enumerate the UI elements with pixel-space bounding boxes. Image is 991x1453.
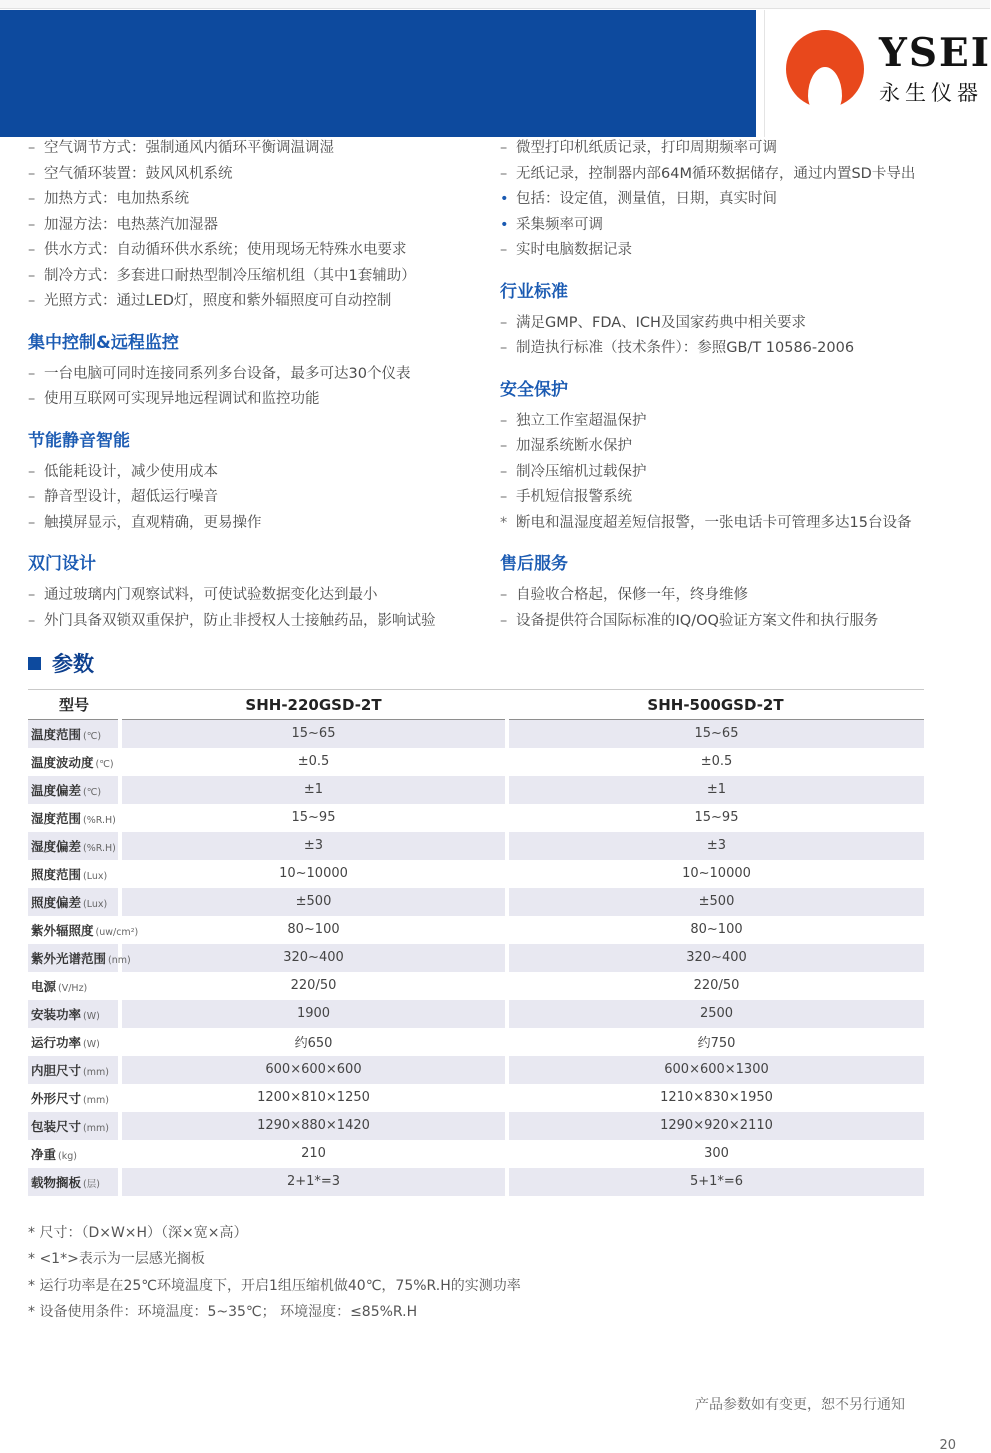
footnotes — [28, 1220, 962, 1326]
feature-item — [500, 162, 962, 188]
spec-label: 运行功率 — [31, 1035, 82, 1050]
table-row — [28, 888, 924, 916]
feature-item — [500, 609, 962, 635]
feature-item — [500, 409, 962, 435]
spec-value-model2: 10~10000 — [507, 860, 924, 888]
feature-item — [500, 213, 962, 239]
spec-unit: (mm) — [83, 1123, 109, 1134]
spec-value-model1: 320~400 — [120, 944, 507, 972]
feature-item-text: 使用互联网可实现异地远程调试和监控功能 — [44, 391, 320, 407]
spec-value-model2: ±0.5 — [507, 748, 924, 776]
bullet-marker: – — [28, 612, 36, 629]
feature-item — [28, 485, 480, 511]
spec-label: 照度范围 — [31, 867, 82, 882]
bullet-marker: – — [28, 489, 36, 505]
feature-item — [28, 187, 480, 213]
spec-label: 湿度偏差 — [31, 839, 82, 854]
bullet-marker: – — [500, 489, 508, 505]
table-row — [28, 1112, 924, 1140]
spec-unit: (mm) — [83, 1095, 109, 1106]
feature-item-text: 触摸屏显示，直观精确，更易操作 — [44, 514, 262, 531]
spec-value-model1: 600×600×600 — [120, 1056, 507, 1084]
spec-label-cell — [28, 944, 131, 972]
feature-item — [500, 136, 962, 162]
feature-item-list — [28, 583, 480, 634]
feature-item-text: 自验收合格起，保修一年，终身维修 — [516, 587, 748, 603]
brand-logo — [786, 30, 991, 108]
spec-unit: (℃) — [95, 759, 114, 770]
spec-value-model1: 210 — [120, 1140, 507, 1168]
spec-unit: (Lux) — [83, 871, 108, 882]
spec-label: 照度偏差 — [31, 895, 82, 910]
bullet-marker: – — [28, 391, 36, 407]
spec-label-cell — [28, 1000, 120, 1028]
spec-label-cell — [28, 1168, 120, 1196]
table-row — [28, 1028, 924, 1056]
spec-label-cell — [28, 972, 120, 1000]
spec-value-model2: ±500 — [507, 888, 924, 916]
table-row — [28, 1000, 924, 1028]
spec-value-model2: 约750 — [507, 1028, 924, 1056]
feature-item — [28, 213, 480, 239]
spec-unit: (层) — [83, 1179, 100, 1190]
brand-name: YSEI — [879, 30, 991, 76]
feature-item — [500, 311, 962, 337]
spec-table — [28, 689, 924, 1196]
spec-value-model1: 1900 — [120, 1000, 507, 1028]
bullet-marker: – — [28, 216, 36, 233]
feature-group-heading: 节能静音智能 — [28, 430, 130, 451]
params-title-text: 参数 — [52, 652, 94, 676]
spec-value-model1: ±1 — [120, 776, 507, 804]
feature-item-list — [500, 409, 962, 537]
spec-value-model2: 600×600×1300 — [507, 1056, 924, 1084]
spec-label: 载物搁板 — [31, 1175, 82, 1190]
feature-item-text: 包括：设定值，测量值，日期，真实时间 — [516, 191, 777, 207]
feature-item — [500, 460, 962, 486]
bullet-marker: – — [28, 514, 36, 531]
spec-unit: (%R.H) — [83, 843, 116, 854]
feature-item-list — [500, 583, 962, 634]
spec-unit: (℃) — [83, 787, 102, 798]
spec-value-model1: 15~95 — [120, 804, 507, 832]
feature-item — [500, 485, 962, 511]
bullet-marker: – — [28, 293, 36, 309]
footnote: * 设备使用条件：环境温度：5~35℃； 环境湿度：≤85%R.H — [28, 1304, 418, 1320]
table-row — [28, 804, 924, 832]
bullet-marker: • — [500, 191, 509, 207]
feature-group-heading: 售后服务 — [500, 554, 568, 574]
spec-label-cell — [28, 1112, 120, 1140]
feature-item — [28, 362, 480, 388]
spec-value-model2: 2500 — [507, 1000, 924, 1028]
feature-item — [28, 238, 480, 264]
feature-item-text: 独立工作室超温保护 — [516, 412, 647, 429]
table-row — [28, 944, 924, 972]
bullet-marker: – — [28, 463, 36, 480]
spec-label-cell — [28, 860, 120, 888]
spec-value-model1: 220/50 — [120, 972, 507, 1000]
spec-label-cell — [28, 720, 120, 748]
feature-item-text: 微型打印机纸质记录，打印周期频率可调 — [516, 140, 777, 156]
spec-label: 净重 — [31, 1147, 57, 1162]
feature-group — [500, 379, 962, 537]
spec-table-body — [28, 720, 924, 1196]
feature-item — [500, 238, 962, 264]
bullet-marker: – — [500, 438, 508, 454]
model-name-1: SHH-220GSD-2T — [120, 690, 507, 720]
table-row — [28, 916, 924, 944]
page-content — [0, 9, 990, 1326]
feature-item-text: 通过玻璃内门观察试料，可使试验数据变化达到最小 — [44, 587, 378, 603]
spec-table-head — [28, 690, 924, 720]
spec-value-model1: ±3 — [120, 832, 507, 860]
footnote: * <1*>表示为一层感光搁板 — [28, 1251, 205, 1267]
table-row — [28, 1168, 924, 1196]
spec-value-model1: 1290×880×1420 — [120, 1112, 507, 1140]
spec-value-model1: 2+1*=3 — [120, 1168, 507, 1196]
spec-value-model1: ±0.5 — [120, 748, 507, 776]
feature-item — [28, 289, 480, 315]
feature-item-text: 断电和温湿度超差短信报警，一张电话卡可管理多达15台设备 — [516, 514, 912, 531]
table-row — [28, 1056, 924, 1084]
spec-label-cell — [28, 832, 120, 860]
header-blue-bar — [0, 10, 756, 137]
feature-item — [28, 162, 480, 188]
table-row — [28, 832, 924, 860]
spec-label: 湿度范围 — [31, 811, 82, 826]
spec-value-model2: 5+1*=6 — [507, 1168, 924, 1196]
bullet-marker: – — [500, 463, 508, 480]
table-row — [28, 776, 924, 804]
spec-value-model2: 220/50 — [507, 972, 924, 1000]
feature-item — [28, 583, 480, 609]
feature-group — [28, 430, 480, 537]
feature-item-text: 光照方式：通过LED灯，照度和紫外辐照度可自动控制 — [44, 293, 392, 309]
feature-item-text: 供水方式：自动循环供水系统；使用现场无特殊水电要求 — [44, 242, 407, 258]
spec-unit: (V/Hz) — [58, 983, 88, 994]
header-divider-line — [764, 10, 765, 137]
spec-value-model1: 80~100 — [120, 916, 507, 944]
feature-item — [500, 336, 962, 362]
disclaimer-text: 产品参数如有变更，恕不另行通知 — [695, 1397, 905, 1413]
bullet-marker: – — [28, 242, 36, 258]
spec-label: 安装功率 — [31, 1007, 82, 1022]
brand-text — [879, 30, 991, 107]
features-column-left — [28, 89, 480, 634]
spec-value-model2: 80~100 — [507, 916, 924, 944]
feature-item-text: 满足GMP、FDA、ICH及国家药典中相关要求 — [516, 314, 806, 331]
feature-item-text: 无纸记录，控制器内部64M循环数据储存，通过内置SD卡导出 — [516, 165, 916, 182]
bullet-marker: – — [500, 412, 508, 429]
ysei-logo-icon — [786, 30, 864, 108]
feature-item-list — [500, 136, 962, 264]
spec-label-cell — [28, 1084, 120, 1112]
feature-group — [28, 332, 480, 413]
params-section-title — [28, 648, 962, 678]
feature-item — [500, 511, 962, 537]
feature-item-text: 采集频率可调 — [516, 216, 603, 233]
feature-item-text: 加湿系统断水保护 — [516, 438, 632, 454]
spec-value-model1: 约650 — [120, 1028, 507, 1056]
bullet-marker: – — [500, 340, 508, 356]
spec-value-model1: 1200×810×1250 — [120, 1084, 507, 1112]
spec-value-model1: 15~65 — [120, 720, 507, 748]
bullet-marker: • — [500, 216, 509, 233]
page-top-strip — [0, 0, 990, 9]
spec-label: 外形尺寸 — [31, 1091, 82, 1106]
bullet-marker: – — [28, 191, 36, 207]
bullet-marker: – — [28, 365, 36, 382]
spec-unit: (nm) — [108, 955, 131, 966]
feature-item-list — [500, 311, 962, 362]
feature-item — [28, 387, 480, 413]
table-row — [28, 860, 924, 888]
feature-item — [500, 583, 962, 609]
spec-unit: (uw/cm²) — [95, 927, 139, 938]
bullet-marker: – — [500, 165, 508, 182]
section-bullet-icon — [28, 657, 41, 670]
table-row — [28, 720, 924, 748]
spec-label-cell — [28, 804, 120, 832]
brand-name-cn: 永生仪器 — [879, 81, 983, 105]
spec-label: 温度范围 — [31, 727, 82, 743]
table-row — [28, 972, 924, 1000]
features-column-right — [500, 89, 962, 634]
spec-table-header-row — [28, 690, 924, 720]
feature-item-text: 空气调节方式：强制通风内循环平衡调温调湿 — [44, 140, 334, 156]
spec-value-model2: 300 — [507, 1140, 924, 1168]
feature-item-text: 外门具备双锁双重保护，防止非授权人士接触药品，影响试验 — [44, 612, 436, 629]
bullet-marker: – — [500, 587, 508, 603]
feature-group-heading: 双门设计 — [28, 554, 96, 574]
spec-label: 内胆尺寸 — [31, 1063, 82, 1078]
spec-value-model1: ±500 — [120, 888, 507, 916]
spec-unit: (W) — [83, 1039, 100, 1050]
spec-value-model2: 1290×920×2110 — [507, 1112, 924, 1140]
feature-item-text: 加热方式：电加热系统 — [44, 191, 189, 207]
model-name-2: SHH-500GSD-2T — [507, 690, 924, 720]
feature-item-text: 手机短信报警系统 — [516, 489, 632, 505]
feature-item — [28, 264, 480, 290]
spec-label: 温度波动度 — [31, 755, 94, 770]
spec-label-cell — [28, 1140, 120, 1168]
table-row — [28, 1084, 924, 1112]
spec-label: 紫外光谱范围 — [31, 951, 107, 966]
spec-label-cell — [28, 748, 120, 776]
spec-value-model2: 320~400 — [507, 944, 924, 972]
spec-unit: (mm) — [83, 1067, 109, 1078]
spec-value-model2: 1210×830×1950 — [507, 1084, 924, 1112]
feature-group — [28, 106, 480, 315]
bullet-marker: – — [28, 140, 36, 156]
spec-label: 紫外辐照度 — [31, 923, 94, 938]
feature-group — [500, 553, 962, 634]
spec-label: 包装尺寸 — [31, 1119, 82, 1134]
spec-value-model2: 15~95 — [507, 804, 924, 832]
feature-item — [28, 609, 480, 635]
feature-item-list — [28, 136, 480, 315]
feature-item-text: 制冷方式：多套进口耐热型制冷压缩机组（其中1套辅助） — [44, 267, 416, 284]
bullet-marker: – — [28, 587, 36, 603]
feature-group — [28, 553, 480, 634]
feature-item-text: 加湿方法：电热蒸汽加湿器 — [44, 216, 218, 233]
feature-group-heading: 集中控制&远程监控 — [28, 332, 179, 353]
bullet-marker: * — [500, 514, 508, 531]
feature-item — [28, 460, 480, 486]
feature-item — [500, 187, 962, 213]
bullet-marker: – — [28, 267, 36, 284]
feature-item-list — [28, 362, 480, 413]
spec-unit: (℃) — [83, 731, 102, 743]
feature-item-list — [28, 460, 480, 537]
feature-group-heading: 安全保护 — [500, 379, 568, 400]
feature-item-text: 制造执行标准（技术条件）：参照GB/T 10586-2006 — [516, 340, 855, 356]
spec-label-cell — [28, 916, 139, 944]
feature-item-text: 设备提供符合国际标准的IQ/OQ验证方案文件和执行服务 — [516, 612, 879, 629]
page-number: 20 — [939, 1438, 956, 1453]
spec-value-model2: ±3 — [507, 832, 924, 860]
bullet-marker: – — [500, 140, 508, 156]
table-row — [28, 748, 924, 776]
spec-label-cell — [28, 1028, 120, 1056]
feature-item — [28, 136, 480, 162]
feature-item-text: 制冷压缩机过载保护 — [516, 463, 647, 480]
spec-value-model1: 10~10000 — [120, 860, 507, 888]
spec-label-cell — [28, 1056, 120, 1084]
spec-unit: (%R.H) — [83, 815, 116, 826]
feature-item-text: 低能耗设计，减少使用成本 — [44, 463, 218, 480]
footnote: * 运行功率是在25℃环境温度下，开启1组压缩机做40℃，75%R.H的实测功率 — [28, 1277, 521, 1294]
bullet-marker: – — [28, 165, 36, 182]
table-row — [28, 1140, 924, 1168]
feature-item-text: 空气循环装置：鼓风风机系统 — [44, 165, 233, 182]
spec-label: 电源 — [31, 979, 57, 994]
feature-group — [500, 281, 962, 362]
params-section — [28, 648, 962, 1326]
feature-item — [500, 434, 962, 460]
feature-item-text: 实时电脑数据记录 — [516, 242, 632, 258]
model-column-label: 型号 — [28, 690, 120, 720]
feature-group-heading: 行业标准 — [500, 281, 568, 302]
feature-item — [28, 511, 480, 537]
features-columns — [28, 89, 962, 634]
spec-unit: (Lux) — [83, 899, 108, 910]
spec-unit: (kg) — [58, 1151, 77, 1162]
spec-label-cell — [28, 888, 120, 916]
footnote: * 尺寸：（D×W×H）（深×宽×高） — [28, 1224, 248, 1241]
feature-item-text: 静音型设计，超低运行噪音 — [44, 489, 218, 505]
spec-value-model2: ±1 — [507, 776, 924, 804]
bullet-marker: – — [500, 242, 508, 258]
bullet-marker: – — [500, 612, 508, 629]
bullet-marker: – — [500, 314, 508, 331]
spec-label-cell — [28, 776, 120, 804]
spec-label: 温度偏差 — [31, 783, 82, 798]
feature-item-text: 一台电脑可同时连接同系列多台设备，最多可达30个仪表 — [44, 365, 411, 382]
spec-unit: (W) — [83, 1011, 100, 1022]
spec-value-model2: 15~65 — [507, 720, 924, 748]
